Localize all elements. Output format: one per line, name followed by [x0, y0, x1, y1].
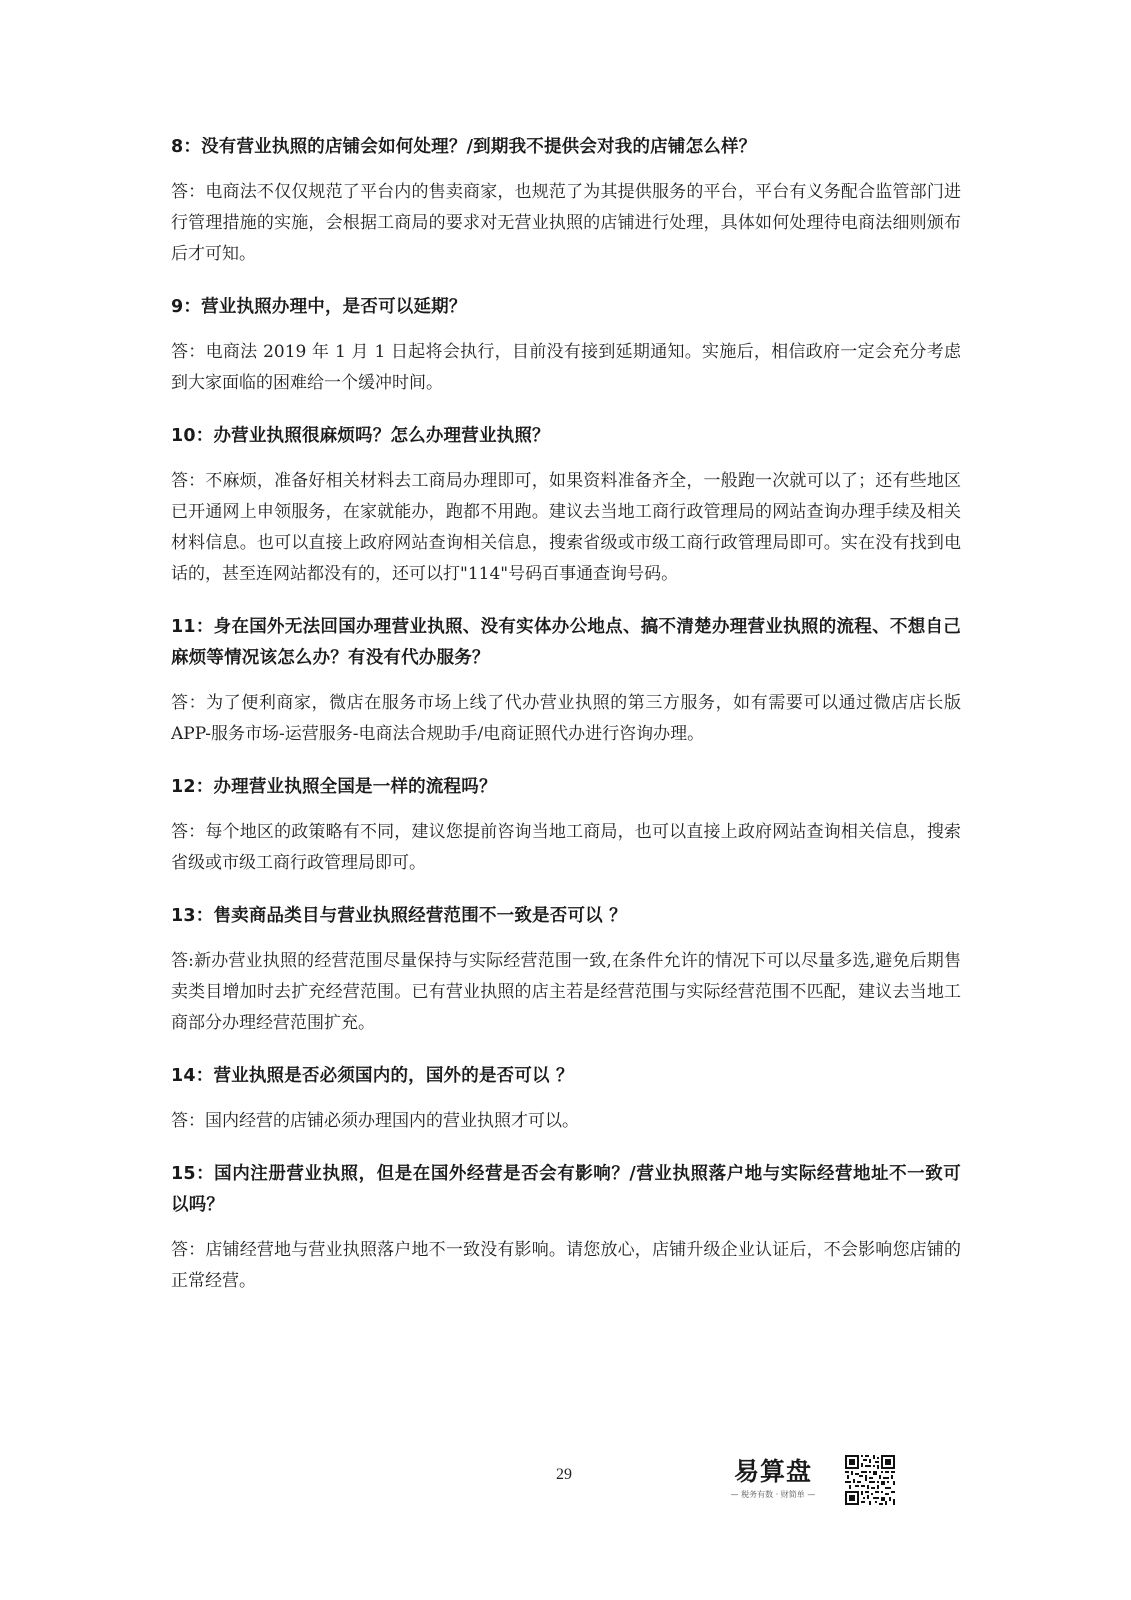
answer-10: 答：不麻烦，准备好相关材料去工商局办理即可，如果资料准备齐全，一般跑一次就可以了；还有些地区已开通网上申领服务，在家就能办，跑都不用跑。建议去当地工商行政管理局的网站查询办理手续及相关材料信息。也可以直接上政府网站查询相关信息，搜索省级或市级工商行政管理局即可。实在没有找到电话的，甚至连网站都没有的，还可以打"114"号码百事通查询号码。: [171, 471, 961, 584]
answer-8: 答：电商法不仅仅规范了平台内的售卖商家，也规范了为其提供服务的平台，平台有义务配合监管部门进行管理措施的实施，会根据工商局的要求对无营业执照的店铺进行处理，具体如何处理待电商法细则颁布后才可知。: [171, 182, 961, 264]
answer-13: 答:新办营业执照的经营范围尽量保持与实际经营范围一致,在条件允许的情况下可以尽量多选,避免后期售卖类目增加时去扩充经营范围。已有营业执照的店主若是经营范围与实际经营范围不匹配，建议去当地工商部分办理经营范围扩充。: [171, 951, 961, 1033]
answer-9: 答：电商法 2019 年 1 月 1 日起将会执行，目前没有接到延期通知。实施后，相信政府一定会充分考虑到大家面临的困难给一个缓冲时间。: [171, 342, 961, 393]
qa-item-11: [171, 612, 961, 750]
answer-14: 答：国内经营的店铺必须办理国内的营业执照才可以。: [171, 1111, 579, 1131]
answer-12: 答：每个地区的政策略有不同，建议您提前咨询当地工商局，也可以直接上政府网站查询相关信息，搜索省级或市级工商行政管理局即可。: [171, 822, 961, 873]
question-13: 13：售卖商品类目与营业执照经营范围不一致是否可以 ？: [171, 906, 627, 926]
question-11: 11：身在国外无法回国办理营业执照、没有实体办公地点、搞不清楚办理营业执照的流程、不想自己麻烦等情况该怎么办？有没有代办服务？: [171, 617, 961, 668]
question-9: 9：营业执照办理中，是否可以延期？: [171, 297, 467, 317]
page-number: 29: [556, 1466, 572, 1483]
page-footer: [0, 1455, 1131, 1535]
qa-item-8: [171, 132, 961, 270]
qa-item-14: [171, 1061, 961, 1137]
question-15: 15：国内注册营业执照，但是在国外经营是否会有影响？/营业执照落户地与实际经营地址不一致可以吗？: [171, 1164, 961, 1215]
question-8: 8：没有营业执照的店铺会如何处理？/到期我不提供会对我的店铺怎么样？: [171, 137, 757, 157]
qa-content: [171, 132, 961, 1319]
qa-item-12: [171, 772, 961, 879]
qa-item-15: [171, 1159, 961, 1297]
question-14: 14：营业执照是否必须国内的，国外的是否可以 ？: [171, 1066, 574, 1086]
qa-item-9: [171, 292, 961, 399]
logo-text: 易算盘: [733, 1457, 812, 1486]
question-12: 12：办理营业执照全国是一样的流程吗？: [171, 777, 497, 797]
qa-item-13: [171, 901, 961, 1039]
answer-11: 答：为了便利商家，微店在服务市场上线了代办营业执照的第三方服务，如有需要可以通过微店店长版 APP-服务市场-运营服务-电商法合规助手/电商证照代办进行咨询办理。: [171, 693, 961, 744]
brand-logo: [727, 1455, 819, 1515]
qa-item-10: [171, 421, 961, 590]
logo-tagline: — 税务有数 · 财简单 —: [730, 1490, 816, 1499]
qr-code-icon: [845, 1455, 895, 1505]
question-10: 10：办营业执照很麻烦吗？怎么办理营业执照？: [171, 426, 550, 446]
answer-15: 答：店铺经营地与营业执照落户地不一致没有影响。请您放心，店铺升级企业认证后，不会影响您店铺的正常经营。: [171, 1240, 961, 1291]
